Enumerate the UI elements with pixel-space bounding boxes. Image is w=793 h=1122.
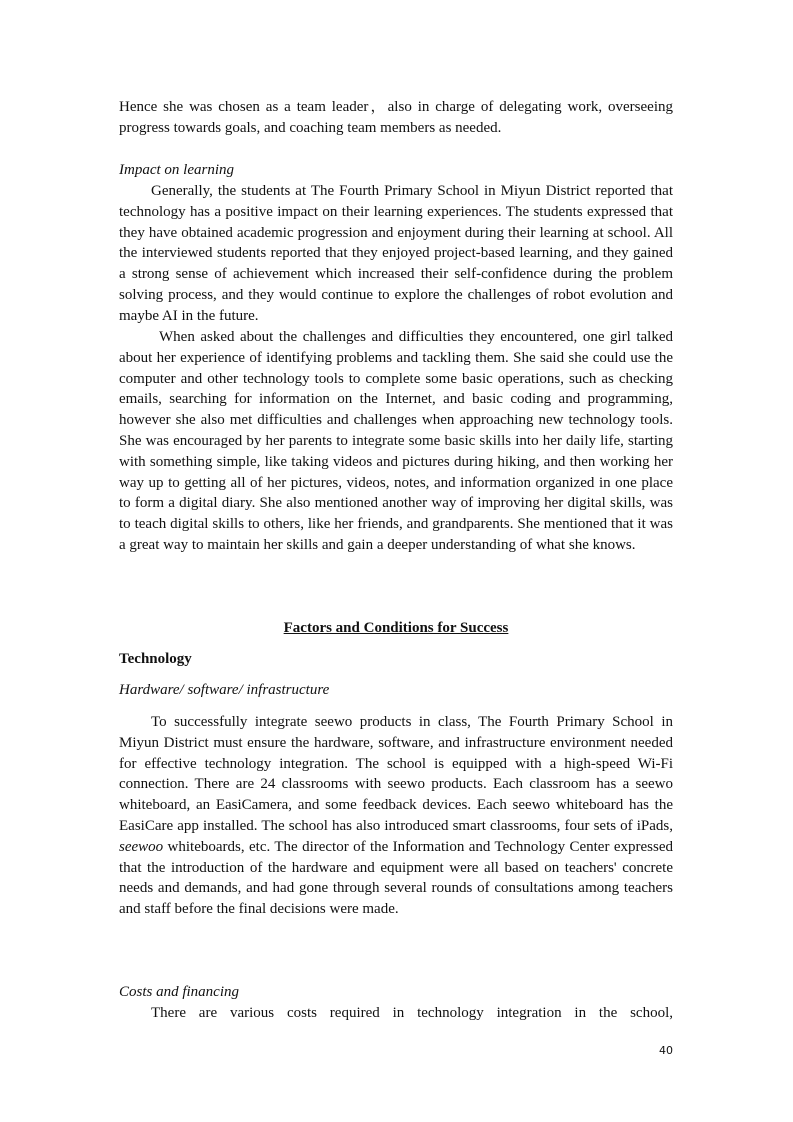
intro-line-1: Hence she was chosen as a team leader，also in charge of delegating work, overseeing [119,99,673,115]
impact-paragraph-2: When asked about the challenges and difficulties they encountered, one girl talked about her experience of identifying problems and tackling them. She said she could use the computer and other technology tools to complete some basic operations, such as checking emails, searching for information on the Internet, and basic coding and programming, however she also met difficulties and challenges when approaching new technology tools. She was encouraged by her parents to integrate some basic skills into her daily life, starting with something simple, like taking videos and pictures during hiking, and then working her way up to getting all of her pictures, videos, notes, and information organized in one place to form a digital diary. She also mentioned another way of improving her digital skills, was to teach digital skills to others, like her friends, and grandparents. She mentioned that it was a great way to maintain her skills and gain a deeper understanding of what she knows. [119,329,673,553]
hardware-paragraph [119,712,673,920]
section-title: Factors and Conditions for Success [283,620,509,636]
costs-heading: Costs and financing [119,984,240,1000]
costs-paragraph: There are various costs required in technology integration in the school, [151,1005,673,1021]
technology-heading: Technology [119,651,192,667]
hardware-paragraph-text-1: To successfully integrate seewo products in class, The Fourth Primary School in Miyun District must ensure the hardware, software, and infrastructure environment needed for effective technology integration. The school is equipped with a high-speed Wi-Fi connection. There are 24 classrooms with seewo products. Each classroom has a seewo whiteboard, an EasiCamera, and some feedback devices. Each seewo whiteboard has the EasiCare app installed. The school has also introduced smart classrooms, four sets of iPads, [119,714,673,834]
impact-paragraph-1: Generally, the students at The Fourth Primary School in Miyun District reported that technology has a positive impact on their learning experiences. The students expressed that they have obtained academic progression and enjoyment during their learning at school. All the interviewed students reported that they enjoyed project-based learning, and they gained a strong sense of achievement which increased their self-confidence during the problem solving process, and they would continue to explore the challenges of robot evolution and maybe AI in the future. [119,183,673,324]
hardware-paragraph-text-2: whiteboards, etc. The director of the Information and Technology Center expressed that the introduction of the hardware and equipment were all based on teachers' concrete needs and demands, and had gone through several rounds of consultations among teachers and staff before the final decisions were made. [119,838,673,918]
hardware-heading: Hardware/ software/ infrastructure [119,682,330,698]
impact-heading: Impact on learning [119,162,234,178]
intro-line-2: progress towards goals, and coaching team members as needed. [119,120,502,136]
hardware-paragraph-brand: seewoo [119,838,164,855]
page-number: 40 [659,1044,673,1057]
